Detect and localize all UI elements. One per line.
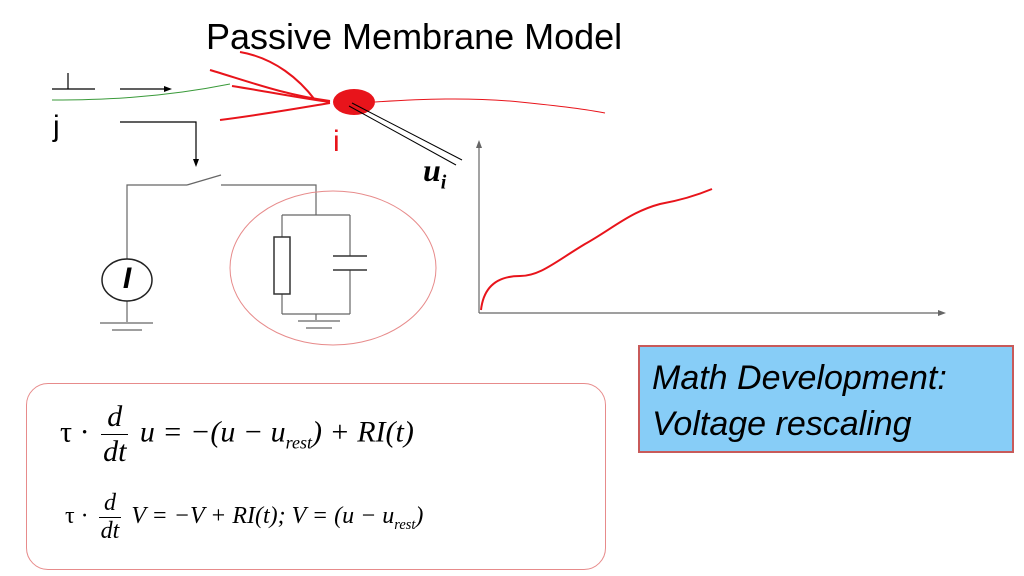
equation-2: [65, 490, 423, 545]
x-axis-arrow: [938, 310, 946, 316]
math-box-line-2: Voltage rescaling: [652, 405, 912, 443]
eq1-derivative: [101, 400, 128, 469]
eq2-sub: rest: [394, 516, 416, 533]
math-development-box: [638, 345, 1014, 453]
dendrites: [210, 52, 330, 120]
label-j: j: [53, 110, 60, 143]
eq2-tau: τ: [65, 503, 75, 530]
potential-label: [423, 152, 446, 194]
math-box-line-1: Math Development:: [652, 359, 947, 397]
eq1-tail: ) + RI(t): [311, 415, 414, 449]
ground-source: [100, 323, 153, 330]
voltage-curve: [481, 189, 712, 310]
label-i: i: [333, 125, 340, 158]
circuit-wires: [127, 175, 350, 322]
eq2-dot: ·: [80, 503, 89, 530]
eq1-denominator: dt: [103, 435, 127, 468]
eq2-tail: ): [415, 503, 424, 530]
plot-axes: [479, 145, 940, 313]
signal-arrow: [120, 86, 172, 92]
current-source-label: I: [122, 262, 132, 295]
axon-j: [52, 84, 230, 100]
eq1-sub: rest: [285, 432, 312, 453]
resistor: [274, 237, 290, 294]
ground-membrane: [298, 321, 340, 328]
eq1-numerator: d: [101, 400, 128, 435]
slide-title: Passive Membrane Model: [206, 16, 623, 57]
axon-i: [375, 99, 605, 113]
eq1-tau: τ: [60, 415, 73, 449]
y-axis-arrow: [476, 140, 482, 148]
eq2-numerator: d: [99, 490, 122, 518]
eq1-rhs: u = −(u − u: [139, 415, 286, 449]
potential-subscript: i: [440, 171, 447, 194]
eq2-denominator: dt: [100, 518, 120, 544]
eq2-rhs: V = −V + RI(t); V = (u − u: [131, 503, 395, 530]
switch-control-arrow: [120, 122, 199, 167]
equation-1: [60, 400, 414, 469]
capacitor: [333, 256, 367, 270]
eq1-dot: ·: [79, 415, 90, 449]
membrane-outline: [230, 191, 436, 345]
eq2-derivative: [99, 490, 122, 545]
potential-symbol: u: [423, 152, 441, 188]
spike-marker-j: [52, 73, 95, 89]
